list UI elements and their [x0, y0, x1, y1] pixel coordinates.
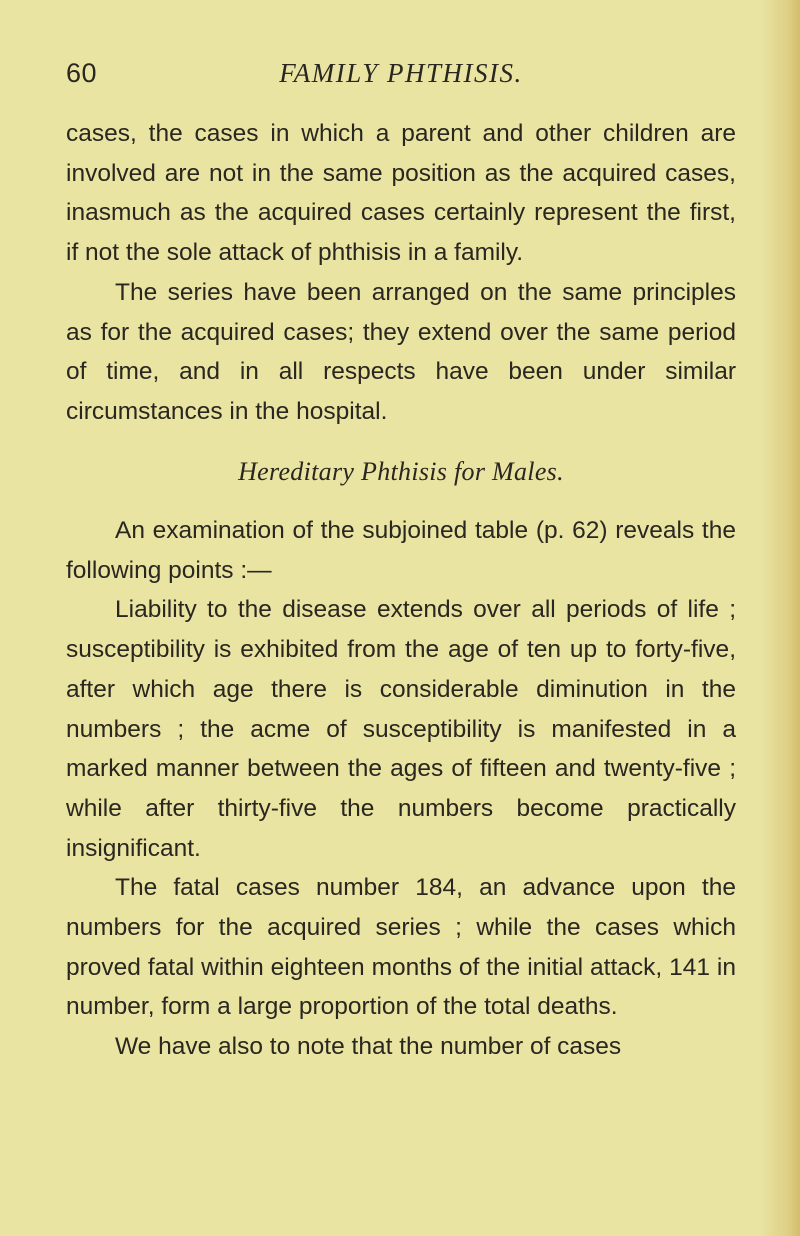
page-edge-shading	[760, 0, 800, 1236]
paragraph: Liability to the disease extends over all periods of life ; susceptibility is exhibited from the age of ten up to forty-five, after which age there is considerable diminution in the numbers ; the acme of susceptibility is manifested in a marked manner between the ages of fifteen and twenty-five ; while after thirty-five the numbers become practically insignificant.	[66, 596, 736, 862]
section-heading: Hereditary Phthisis for Males.	[238, 456, 564, 486]
paragraph: cases, the cases in which a parent and other children are involved are not in the same position as the acquired cases, inasmuch as the acquired cases certainly represent the first, if not the sole attack of phthisis in a family.	[66, 120, 736, 267]
paragraph: The series have been arranged on the same principles as for the acquired cases; they extend over the same period of time, and in all respects have been under similar circumstances in the hospital.	[66, 278, 736, 425]
body-text	[66, 114, 736, 1067]
page-header	[66, 58, 736, 108]
running-title: FAMILY PHTHISIS.	[279, 58, 523, 88]
paragraph: We have also to note that the number of cases	[115, 1033, 622, 1061]
page-number: 60	[66, 58, 98, 88]
paragraph: The fatal cases number 184, an advance upon the numbers for the acquired series ; while the cases which proved fatal within eighteen months of the initial attack, 141 in number, form a large proportion of the total deaths.	[66, 874, 736, 1021]
paragraph: An examination of the subjoined table (p. 62) reveals the following points :—	[66, 517, 736, 584]
